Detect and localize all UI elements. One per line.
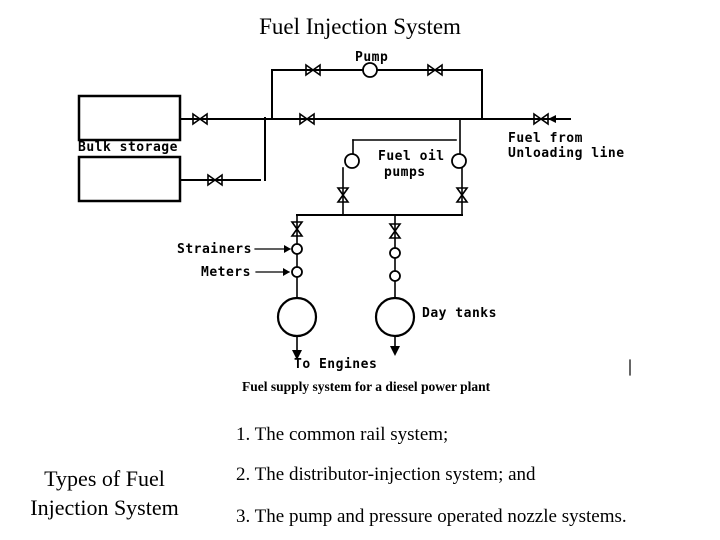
transfer-pump-icon <box>363 63 377 77</box>
day-tank-right <box>376 298 414 336</box>
diagram-caption: Fuel supply system for a diesel power plant <box>242 379 491 394</box>
bulk-storage-tank-lower <box>79 157 180 201</box>
fuel-oil-pump-left <box>345 154 359 168</box>
label-unloading-line: Unloading line <box>508 146 625 161</box>
label-bulk-storage: Bulk storage <box>78 140 178 155</box>
list-item: 1. The common rail system; <box>236 424 449 445</box>
slide-title: Fuel Injection System <box>259 14 461 39</box>
label-pump: Pump <box>355 50 389 65</box>
valve-icon <box>193 65 548 238</box>
strainer-icon-right <box>390 248 400 258</box>
list-item: 3. The pump and pressure operated nozzle systems. <box>236 506 627 527</box>
bulk-storage-tank-upper <box>79 96 180 140</box>
label-day-tanks: Day tanks <box>422 306 497 321</box>
list-item: 2. The distributor-injection system; and <box>236 464 536 485</box>
types-heading: Types of Fuel Injection System <box>30 466 179 520</box>
label-strainers: Strainers <box>177 242 252 257</box>
label-to-engines: To Engines <box>294 357 378 372</box>
label-meters: Meters <box>201 265 251 280</box>
fuel-oil-pump-right <box>452 154 466 168</box>
meter-icon-right <box>390 271 400 281</box>
label-pumps: pumps <box>384 165 426 180</box>
strainer-icon <box>292 244 302 254</box>
label-fuel-from: Fuel from <box>508 131 583 146</box>
label-fuel-oil: Fuel oil <box>378 149 445 164</box>
engine-day-tank-left <box>278 298 316 336</box>
meter-icon <box>292 267 302 277</box>
